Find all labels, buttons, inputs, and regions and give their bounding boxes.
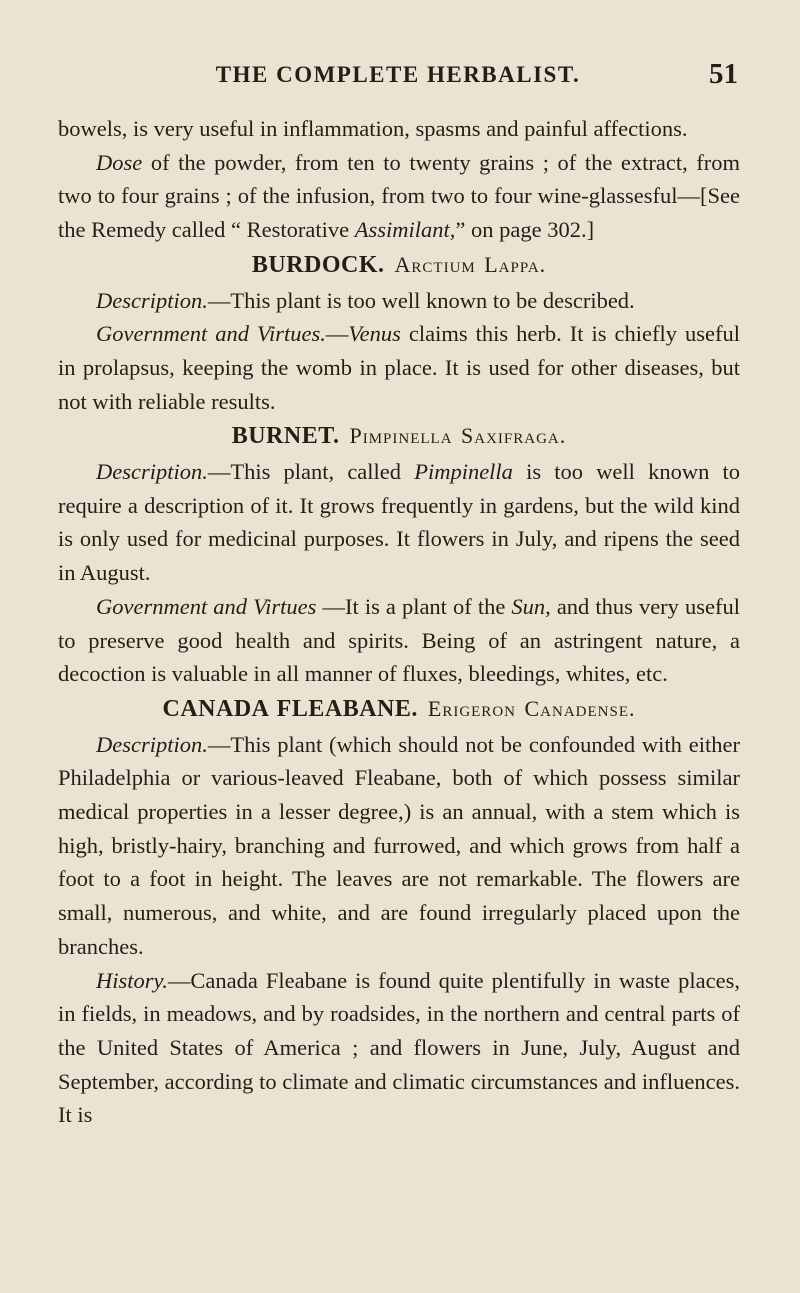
paragraph-burnet-description	[58, 455, 740, 590]
description-lead: Description.	[96, 731, 208, 757]
virtues-text: —It is a plant of the	[316, 593, 512, 619]
paragraph-dose	[58, 146, 740, 247]
paragraph-continuation	[58, 112, 740, 146]
history-lead: History.	[96, 967, 168, 993]
virtues-lead: Government and Virtues.	[96, 321, 326, 347]
virtues-planet: Venus	[348, 321, 401, 347]
dose-text: of the powder, from ten to twenty grains ; of the extract, from two to four grains ; of the infusion, from two to four wine-glassesful—[See the Remedy called “ Restorative	[58, 149, 740, 243]
paragraph-burdock-description	[58, 284, 740, 318]
entry-name: CANADA FLEABANE.	[162, 695, 418, 722]
entry-heading-burnet	[58, 419, 740, 454]
virtues-text: claims this herb. It is chiefly useful in prolapsus, keeping the womb in place. It is used for other diseases, but not with reliable results.	[58, 321, 740, 414]
description-italic-name: Pimpinella	[414, 459, 513, 485]
paragraph-text: bowels, is very useful in inflammation, spasms and painful affections.	[58, 116, 688, 141]
virtues-planet: Sun,	[511, 593, 551, 619]
description-text: —This plant (which should not be confounded with either Philadelphia or various-leaved Fleabane, both of which possess similar medical properties in a lesser degree,) is an annual, with a stem which is high, bristly-hairy, branching and furrowed, and which grows from half a foot to a foot in height. The leaves are not remarkable. The flowers are small, numerous, and white, and are found irregularly placed upon the branches.	[58, 731, 740, 959]
description-text: —This plant is too well known to be described.	[207, 287, 635, 313]
description-lead: Description.	[96, 287, 208, 313]
entry-name: BURNET.	[231, 423, 340, 450]
page-number: 51	[709, 58, 738, 90]
paragraph-burdock-virtues	[58, 317, 740, 418]
page-body	[58, 112, 740, 1132]
dose-text-end: ” on page 302.]	[455, 217, 595, 243]
running-title: THE COMPLETE HERBALIST.	[215, 62, 581, 87]
page-header	[58, 58, 738, 98]
entry-name: BURDOCK.	[251, 251, 385, 278]
description-lead: Description.	[96, 459, 208, 485]
paragraph-fleabane-description	[58, 728, 740, 964]
entry-latin-name: Arctium Lappa.	[394, 251, 547, 277]
history-text: —Canada Fleabane is found quite plentifully in waste places, in fields, in meadows, and by roadsides, in the northern and central parts of the United States of America ; and flowers in June, July, August and September, according to climate and climatic circumstances and influences. It is	[58, 967, 740, 1128]
description-text-end: is too well known to require a description of it. It grows frequently in gardens, but the wild kind is only used for medicinal purposes. It flowers in July, and ripens the seed in August.	[58, 459, 741, 586]
paragraph-fleabane-history	[58, 964, 740, 1133]
dose-remedy-name: Assimilant,	[354, 217, 456, 243]
dose-lead: Dose	[96, 149, 143, 175]
entry-latin-name: Erigeron Canadense.	[427, 695, 636, 721]
entry-heading-canada-fleabane	[58, 692, 740, 727]
virtues-text-end: and thus very useful to preserve good health and spirits. Being of an astringent nature, a decoction is valuable in all manner of fluxes, bleedings, whites, etc.	[58, 593, 740, 687]
entry-heading-burdock	[58, 248, 740, 283]
description-text: —This plant, called	[207, 459, 415, 485]
entry-latin-name: Pimpinella Saxifraga.	[349, 423, 567, 449]
virtues-dash: —	[325, 321, 349, 347]
virtues-lead: Government and Virtues	[96, 593, 317, 619]
paragraph-burnet-virtues	[58, 590, 740, 691]
